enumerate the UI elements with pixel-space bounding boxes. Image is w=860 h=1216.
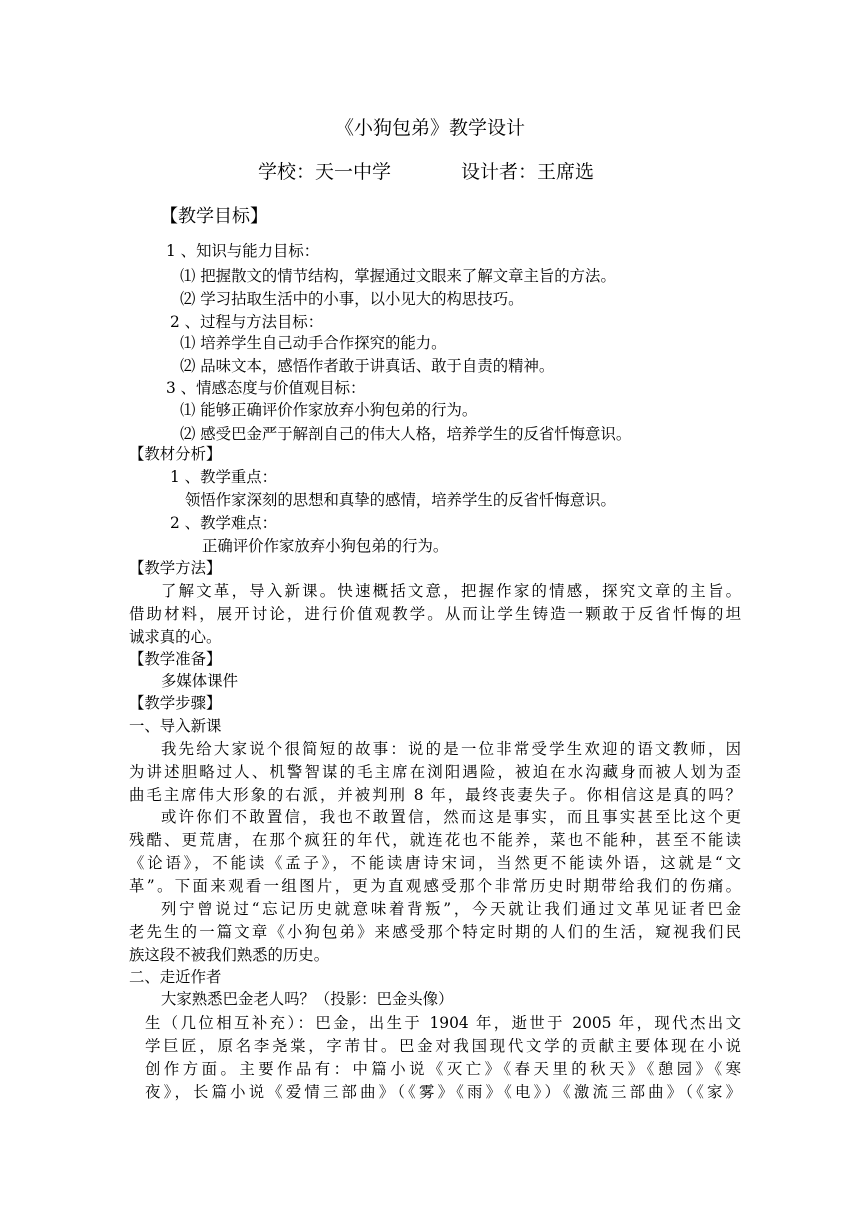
step-1-para-1-line-3: 曲毛主席伟大形象的右派，并被判刑 8 年，最终丧妻失子。你相信这是真的吗？ [129, 786, 741, 804]
goal-1-heading: 1 、知识与能力目标： [166, 242, 320, 260]
step-2-heading: 二、走近作者 [129, 968, 222, 986]
step-1-para-2-line-4: 革”。下面来观看一组图片，更为直观感受那个非常历史时期带给我们的伤痛。 [129, 877, 741, 895]
prep-text: 多媒体课件 [161, 672, 238, 690]
method-line-1: 了解文革，导入新课。快速概括文意，把握作家的情感，探究文章的主旨。 [161, 582, 741, 600]
analysis-2-heading: 2 、教学难点： [170, 514, 278, 532]
document-title: 《小狗包弟》教学设计 [334, 117, 525, 139]
step-1-para-2-line-1: 或许你们不敢置信，我也不敢置信，然而这是事实，而且事实甚至比这个更 [161, 808, 741, 826]
step-1-para-2-line-3: 《论语》，不能读《孟子》，不能读唐诗宋词，当然更不能读外语，这就是“文 [129, 854, 741, 872]
method-line-3: 诚求真的心。 [129, 628, 222, 646]
step-2-para-2-line-1: 生（几位相互补充）：巴金，出生于 1904 年，逝世于 2005 年，现代杰出文 [145, 1014, 741, 1032]
section-heading-prep: 【教学准备】 [129, 650, 222, 668]
school-label: 学校：天一中学 [258, 161, 392, 183]
goal-3a: ⑴ 能够正确评价作家放弃小狗包弟的行为。 [180, 401, 478, 419]
method-line-2: 借助材料，展开讨论，进行价值观教学。从而让学生铸造一颗敢于反省忏悔的坦 [129, 605, 741, 623]
goal-2-heading: 2 、过程与方法目标： [170, 313, 324, 331]
analysis-1-heading: 1 、教学重点： [170, 468, 278, 486]
analysis-2-text: 正确评价作家放弃小狗包弟的行为。 [202, 537, 449, 555]
step-1-para-1-line-2: 为讲述胆略过人、机警智谋的毛主席在浏阳遇险，被迫在水沟藏身而被人划为歪 [129, 763, 741, 781]
section-heading-steps: 【教学步骤】 [129, 694, 222, 712]
step-2-para-2-line-4: 夜》，长篇小说《爱情三部曲》（《雾》《雨》《电》）《激流三部曲》（《家》 [145, 1083, 741, 1101]
step-1-heading: 一、导入新课 [129, 717, 222, 735]
step-1-para-3-line-3: 族这段不被我们熟悉的历史。 [129, 946, 330, 964]
step-2-para-1: 大家熟悉巴金老人吗？（投影：巴金头像） [161, 990, 454, 1008]
step-1-para-3-line-2: 老先生的一篇文章《小狗包弟》来感受那个特定时期的人们的生活，窥视我们民 [129, 923, 741, 941]
goal-3-heading: 3 、情感态度与价值观目标： [166, 379, 366, 397]
goal-1a: ⑴ 把握散文的情节结构，掌握通过文眼来了解文章主旨的方法。 [180, 267, 616, 285]
goal-3b: ⑵ 感受巴金严于解剖自己的伟大人格，培养学生的反省忏悔意识。 [180, 425, 632, 443]
step-2-para-2-line-2: 学巨匠，原名李尧棠，字芾甘。巴金对我国现代文学的贡献主要体现在小说 [145, 1037, 741, 1055]
section-heading-analysis: 【教材分析】 [129, 445, 222, 463]
section-heading-goals: 【教学目标】 [160, 206, 268, 227]
designer-label: 设计者：王席选 [461, 161, 595, 183]
goal-1b: ⑵ 学习拈取生活中的小事，以小见大的构思技巧。 [180, 290, 524, 308]
goal-2a: ⑴ 培养学生自己动手合作探究的能力。 [180, 334, 447, 352]
goal-2b: ⑵ 品味文本，感悟作者敢于讲真话、敢于自责的精神。 [180, 357, 555, 375]
step-1-para-1-line-1: 我先给大家说个很简短的故事：说的是一位非常受学生欢迎的语文教师，因 [161, 740, 741, 758]
analysis-1-text: 领悟作家深刻的思想和真挚的感情，培养学生的反省忏悔意识。 [185, 491, 616, 509]
step-1-para-3-line-1: 列宁曾说过“忘记历史就意味着背叛”，今天就让我们通过文革见证者巴金 [161, 900, 741, 918]
step-1-para-2-line-2: 残酷、更荒唐，在那个疯狂的年代，就连花也不能养，菜也不能种，甚至不能读 [129, 831, 741, 849]
section-heading-method: 【教学方法】 [129, 559, 222, 577]
step-2-para-2-line-3: 创作方面。主要作品有：中篇小说《灭亡》《春天里的秋天》《憩园》《寒 [145, 1060, 741, 1078]
